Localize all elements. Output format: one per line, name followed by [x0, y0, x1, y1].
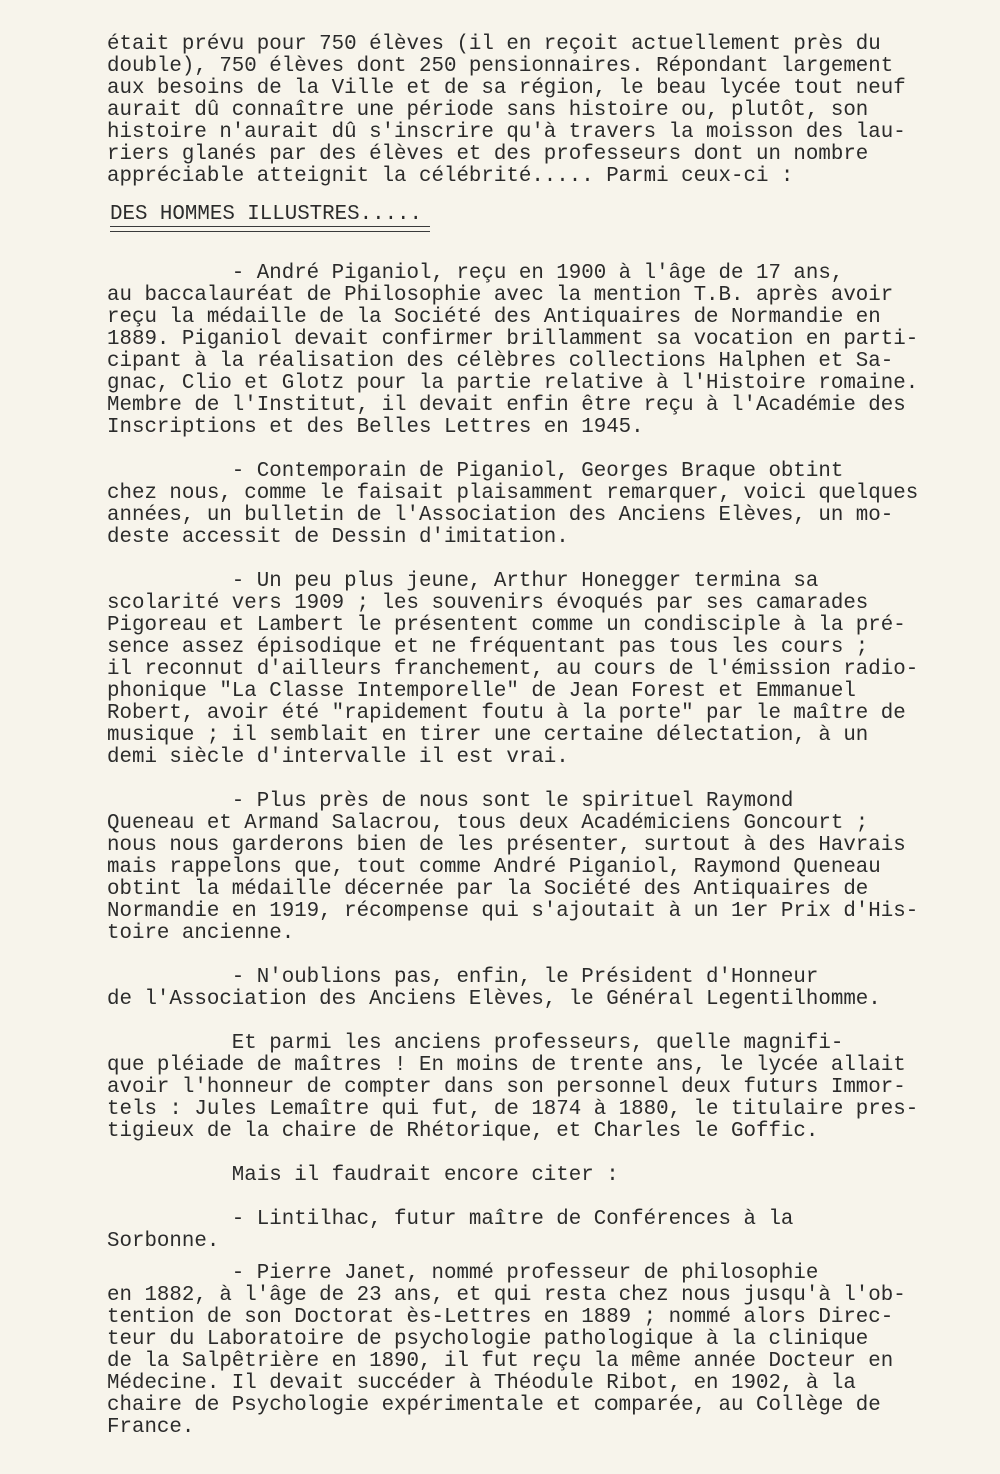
text-line: aurait dû connaître une période sans histoire ou, plutôt, son — [107, 99, 869, 122]
text-line: que pléiade de maîtres ! En moins de trente ans, le lycée allait — [107, 1054, 906, 1077]
text-line: deste accessit de Dessin d'imitation. — [107, 526, 569, 549]
text-line: - Contemporain de Piganiol, Georges Braque obtint — [107, 460, 844, 483]
text-line: demi siècle d'intervalle il est vrai. — [107, 746, 569, 769]
text-line: phonique "La Classe Intemporelle" de Jean Forest et Emmanuel — [107, 680, 856, 703]
text-line: gnac, Clio et Glotz pour la partie relative à l'Histoire romaine. — [107, 372, 919, 395]
text-line: - Pierre Janet, nommé professeur de philosophie — [107, 1262, 819, 1285]
text-line: reçu la médaille de la Société des Antiquaires de Normandie en — [107, 306, 881, 329]
text-line: avoir l'honneur de compter dans son personnel deux futurs Immor- — [107, 1076, 906, 1099]
text-line: Robert, avoir été "rapidement foutu à la porte" par le maître de — [107, 702, 906, 725]
text-line: France. — [107, 1416, 195, 1439]
section-heading: DES HOMMES ILLUSTRES..... — [110, 203, 423, 226]
text-line: obtint la médaille décernée par la Société des Antiquaires de — [107, 878, 869, 901]
text-line: chaire de Psychologie expérimentale et comparée, au Collège de — [107, 1394, 881, 1417]
text-line: Inscriptions et des Belles Lettres en 1945. — [107, 416, 644, 439]
text-line: - N'oublions pas, enfin, le Président d'Honneur — [107, 966, 819, 989]
text-line: Et parmi les anciens professeurs, quelle magnifi- — [107, 1032, 844, 1055]
text-line: - Plus près de nous sont le spirituel Raymond — [107, 790, 794, 813]
text-line: tels : Jules Lemaître qui fut, de 1874 à 1880, le titulaire pres- — [107, 1098, 919, 1121]
text-line: sence assez épisodique et ne fréquentant pas tous les cours ; — [107, 636, 869, 659]
text-line: - André Piganiol, reçu en 1900 à l'âge de 17 ans, — [107, 262, 844, 285]
heading-double-underline — [110, 231, 430, 232]
text-line: - Un peu plus jeune, Arthur Honegger termina sa — [107, 570, 819, 593]
text-line: teur du Laboratoire de psychologie pathologique à la clinique — [107, 1328, 869, 1351]
text-line: musique ; il semblait en tirer une certaine délectation, à un — [107, 724, 869, 747]
text-line: tigieux de la chaire de Rhétorique, et Charles le Goffic. — [107, 1120, 819, 1143]
text-line: au baccalauréat de Philosophie avec la mention T.B. après avoir — [107, 284, 894, 307]
text-line: Normandie en 1919, récompense qui s'ajoutait à un 1er Prix d'His- — [107, 900, 919, 923]
text-line: années, un bulletin de l'Association des Anciens Elèves, un mo- — [107, 504, 894, 527]
text-line: il reconnut d'ailleurs franchement, au cours de l'émission radio- — [107, 658, 919, 681]
text-line: de la Salpêtrière en 1890, il fut reçu la même année Docteur en — [107, 1350, 894, 1373]
heading-underline — [110, 226, 430, 227]
text-line: de l'Association des Anciens Elèves, le Général Legentilhomme. — [107, 988, 881, 1011]
text-line: toire ancienne. — [107, 922, 295, 945]
text-line: Queneau et Armand Salacrou, tous deux Académiciens Goncourt ; — [107, 812, 869, 835]
text-line: Médecine. Il devait succéder à Théodule Ribot, en 1902, à la — [107, 1372, 856, 1395]
text-line: Pigoreau et Lambert le présentent comme un condisciple à la pré- — [107, 614, 906, 637]
text-line: Membre de l'Institut, il devait enfin être reçu à l'Académie des — [107, 394, 906, 417]
text-line: Sorbonne. — [107, 1230, 220, 1253]
text-line: mais rappelons que, tout comme André Piganiol, Raymond Queneau — [107, 856, 881, 879]
text-line: scolarité vers 1909 ; les souvenirs évoqués par ses camarades — [107, 592, 869, 615]
text-line: aux besoins de la Ville et de sa région, le beau lycée tout neuf — [107, 77, 906, 100]
text-line: nous nous garderons bien de les présenter, surtout à des Havrais — [107, 834, 906, 857]
text-line: en 1882, à l'âge de 23 ans, et qui resta chez nous jusqu'à l'ob- — [107, 1284, 906, 1307]
text-line: chez nous, comme le faisait plaisamment remarquer, voici quelques — [107, 482, 919, 505]
text-line: - Lintilhac, futur maître de Conférences à la — [107, 1208, 794, 1231]
text-line: Mais il faudrait encore citer : — [107, 1164, 619, 1187]
text-line: était prévu pour 750 élèves (il en reçoit actuellement près du — [107, 33, 881, 56]
text-line: tention de son Doctorat ès-Lettres en 1889 ; nommé alors Direc- — [107, 1306, 894, 1329]
text-line: appréciable atteignit la célébrité..... Parmi ceux-ci : — [107, 165, 794, 188]
text-line: 1889. Piganiol devait confirmer brillamment sa vocation en parti- — [107, 328, 919, 351]
text-line: riers glanés par des élèves et des professeurs dont un nombre — [107, 143, 869, 166]
text-line: cipant à la réalisation des célèbres collections Halphen et Sa- — [107, 350, 894, 373]
text-line: histoire n'aurait dû s'inscrire qu'à travers la moisson des lau- — [107, 121, 906, 144]
text-line: double), 750 élèves dont 250 pensionnaires. Répondant largement — [107, 55, 894, 78]
